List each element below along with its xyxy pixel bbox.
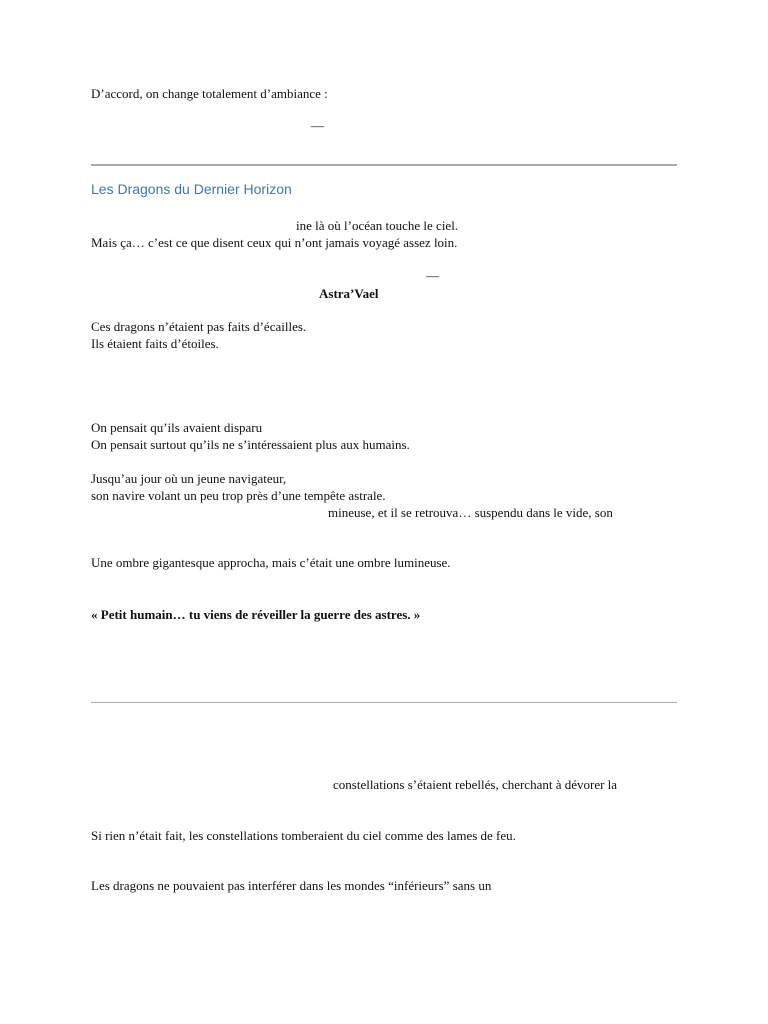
paragraph-line: On pensait surtout qu’ils ne s’intéressaient plus aux humains. bbox=[91, 437, 410, 452]
paragraph-line: Ils étaient faits d’étoiles. bbox=[91, 336, 219, 351]
paragraph-line: Ces dragons n’étaient pas faits d’écailles. bbox=[91, 319, 307, 334]
horizontal-rule-top bbox=[91, 164, 677, 166]
paragraph-line: Les dragons ne pouvaient pas interférer dans les mondes “inférieurs” sans un bbox=[91, 878, 492, 893]
paragraph-line: Une ombre gigantesque approcha, mais c’était une ombre lumineuse. bbox=[91, 555, 451, 570]
paragraph-line: son navire volant un peu trop près d’une tempête astrale. bbox=[91, 488, 386, 503]
paragraph-line: ine là où l’océan touche le ciel. bbox=[296, 218, 459, 233]
paragraph-line: mineuse, et il se retrouva… suspendu dans le vide, son bbox=[328, 505, 613, 520]
paragraph-line: constellations s’étaient rebellés, cherchant à dévorer la bbox=[333, 777, 618, 792]
section-title: Astra’Vael bbox=[319, 286, 379, 301]
horizontal-rule-bottom bbox=[91, 702, 677, 703]
paragraph-line: Si rien n’était fait, les constellations tomberaient du ciel comme des lames de feu. bbox=[91, 828, 516, 843]
dragon-quote: « Petit humain… tu viens de réveiller la guerre des astres. » bbox=[91, 607, 421, 622]
paragraph-line: Mais ça… c’est ce que disent ceux qui n’ont jamais voyagé assez loin. bbox=[91, 235, 458, 250]
story-title: Les Dragons du Dernier Horizon bbox=[91, 181, 292, 197]
paragraph-line: Jusqu’au jour où un jeune navigateur, bbox=[91, 471, 287, 486]
intro-text: D’accord, on change totalement d’ambiance : bbox=[91, 86, 328, 101]
dash-separator: — bbox=[311, 118, 324, 133]
dash-separator: — bbox=[426, 268, 439, 283]
paragraph-line: On pensait qu’ils avaient disparu bbox=[91, 420, 263, 435]
